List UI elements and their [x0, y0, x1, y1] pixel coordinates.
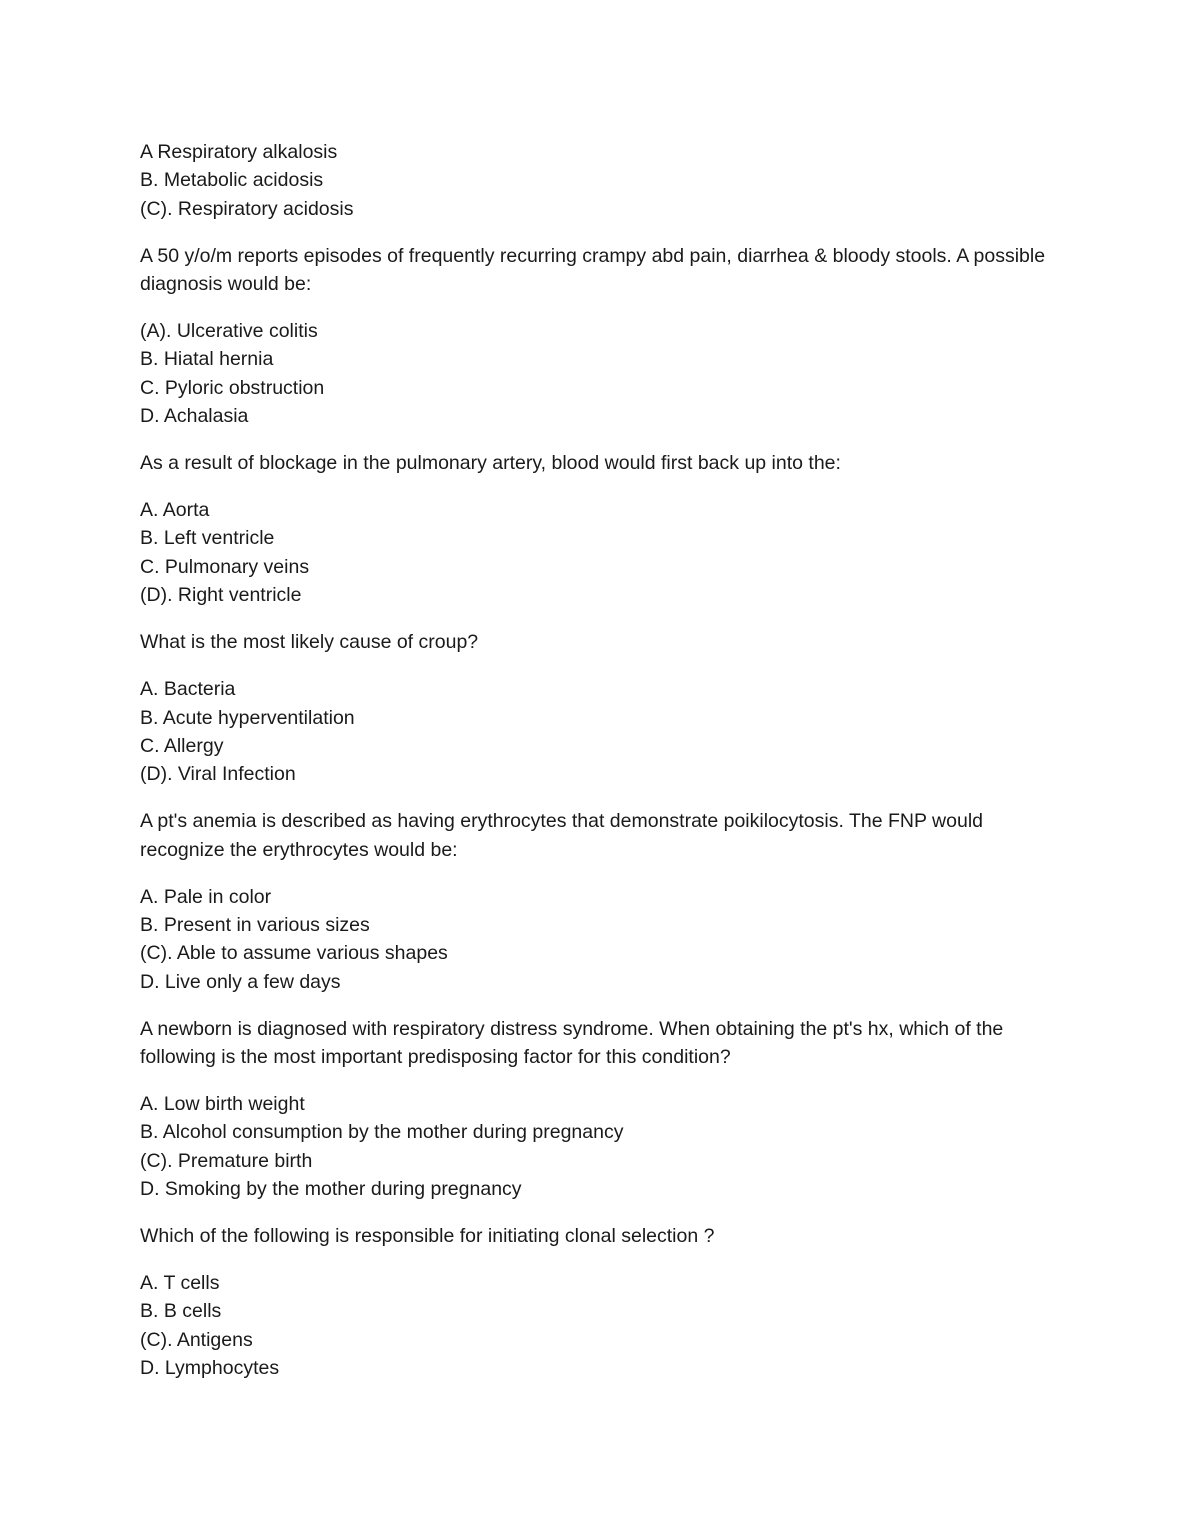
answer-option: A. Low birth weight: [140, 1092, 305, 1115]
answer-option: A. Aorta: [140, 499, 210, 522]
answer-option: A. T cells: [140, 1272, 220, 1294]
answer-option: B. Metabolic acidosis: [140, 169, 324, 192]
document-page: [140, 138, 1050, 1401]
options-list: [140, 496, 1050, 610]
answer-option: D. Live only a few days: [140, 970, 341, 993]
answer-option: B. Left ventricle: [140, 527, 275, 550]
answer-option: (A). Ulcerative colitis: [140, 320, 318, 343]
answer-option: (C). Premature birth: [140, 1149, 313, 1172]
answer-option: B. B cells: [140, 1300, 222, 1323]
options-list: [140, 675, 1050, 789]
answer-option: D. Achalasia: [140, 405, 249, 428]
answer-option: D. Lymphocytes: [140, 1357, 280, 1380]
answer-option: B. Alcohol consumption by the mother during pregnancy: [140, 1121, 624, 1144]
question-text: A newborn is diagnosed with respiratory distress syndrome. When obtaining the pt's hx, which of the following is the most important predisposing factor for this condition?: [140, 1017, 1004, 1069]
answer-option: (C). Able to assume various shapes: [140, 942, 448, 965]
options-list: [140, 1269, 1050, 1383]
options-list: [140, 1090, 1050, 1204]
answer-option: C. Allergy: [140, 734, 224, 757]
answer-option: (D). Right ventricle: [140, 584, 302, 607]
question-text: What is the most likely cause of croup?: [140, 631, 479, 654]
answer-option: A. Bacteria: [140, 678, 236, 701]
options-list: [140, 883, 1050, 997]
question-text: A pt's anemia is described as having erythrocytes that demonstrate poikilocytosis. The FNP would recognize the erythrocytes would be:: [140, 810, 984, 861]
answer-option: C. Pyloric obstruction: [140, 376, 325, 399]
answer-option: B. Present in various sizes: [140, 913, 370, 936]
answer-option: A. Pale in color: [140, 885, 272, 908]
question-text: As a result of blockage in the pulmonary artery, blood would first back up into the:: [140, 452, 841, 475]
answer-option: C. Pulmonary veins: [140, 555, 310, 578]
answer-option: D. Smoking by the mother during pregnancy: [140, 1178, 522, 1201]
answer-option: B. Acute hyperventilation: [140, 706, 355, 729]
question-text: A 50 y/o/m reports episodes of frequently recurring crampy abd pain, diarrhea & bloody stools. A possible diagnosis would be:: [140, 244, 1046, 296]
question-text: Which of the following is responsible for initiating clonal selection ?: [140, 1225, 715, 1248]
answer-option: (D). Viral Infection: [140, 763, 296, 786]
options-list: [140, 317, 1050, 431]
answer-option: B. Hiatal hernia: [140, 348, 274, 371]
answer-option: (C). Antigens: [140, 1328, 253, 1351]
answer-option: A Respiratory alkalosis: [140, 141, 338, 163]
answer-option: (C). Respiratory acidosis: [140, 197, 354, 220]
options-list: [140, 138, 1050, 223]
